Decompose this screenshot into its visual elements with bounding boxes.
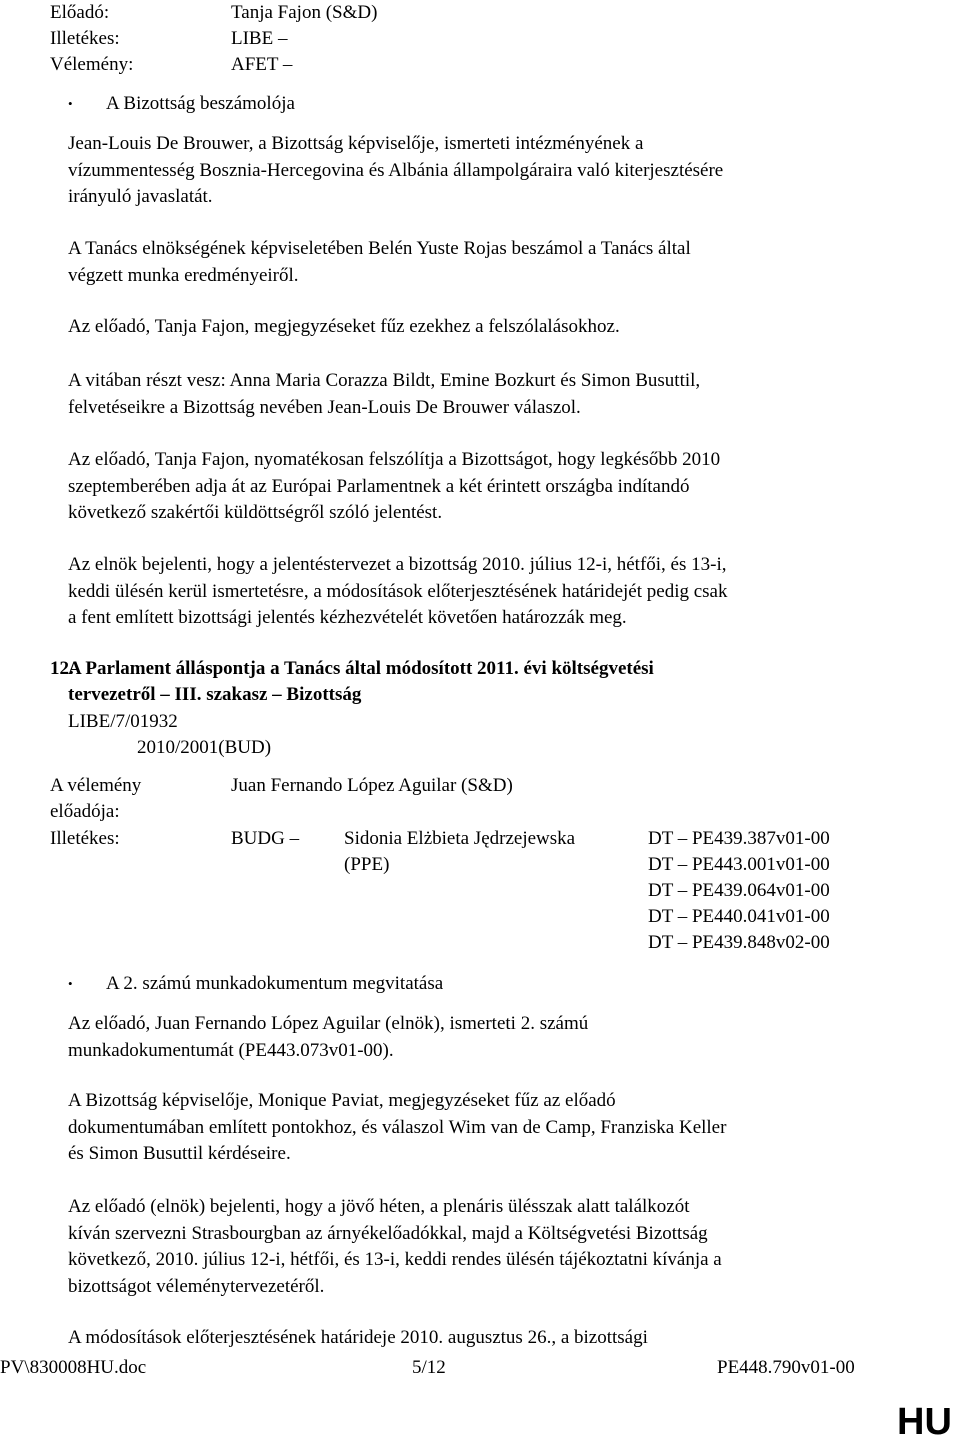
competent-value: LIBE – [231, 28, 288, 49]
footer-page-number: 5/12 [412, 1357, 446, 1378]
item-title-line-2: tervezetről – III. szakasz – Bizottság [68, 684, 362, 705]
section2-paragraph-2 [68, 1088, 888, 1168]
text-line: Az előadó, Juan Fernando López Aguilar (elnök), ismerteti 2. számú [68, 1013, 589, 1034]
section1-paragraph-3 [68, 314, 888, 341]
text-line: dokumentumában említett pontokhoz, és válaszol Wim van de Camp, Franziska Keller [68, 1116, 727, 1138]
text-line: A Bizottság képviselője, Monique Paviat, megjegyzéseket fűz az előadó [68, 1090, 616, 1111]
opinion-rapporteur-label-cont: előadója: [50, 801, 120, 822]
competent-rapporteur: Sidonia Elżbieta Jędrzejewska [344, 828, 576, 849]
opinion-label: Vélemény: [50, 54, 134, 75]
text-line: bizottságot véleménytervezetéről. [68, 1275, 325, 1297]
competent-committee-label: Illetékes: [50, 828, 120, 849]
text-line: irányuló javaslatát. [68, 186, 213, 207]
section2-paragraph-3 [68, 1194, 888, 1300]
footer-document-reference: PE448.790v01-00 [717, 1357, 855, 1378]
procedure-number: 2010/2001(BUD) [137, 737, 272, 758]
section1-paragraph-6 [68, 552, 888, 632]
text-line: A Tanács elnökségének képviseletében Belén Yuste Rojas beszámol a Tanács által [68, 238, 691, 259]
document-reference: DT – PE439.848v02-00 [648, 932, 830, 953]
document-reference: DT – PE439.064v01-00 [648, 880, 830, 901]
document-reference: DT – PE440.041v01-00 [648, 906, 830, 927]
competent-label: Illetékes: [50, 28, 120, 49]
opinion-rapporteur-value: Juan Fernando López Aguilar (S&D) [231, 775, 513, 796]
document-reference: DT – PE443.001v01-00 [648, 854, 830, 875]
section2-paragraph-4 [68, 1325, 888, 1352]
text-line: végzett munka eredményeiről. [68, 264, 299, 286]
section1-paragraph-5 [68, 447, 888, 527]
text-line: munkadokumentumát (PE443.073v01-00). [68, 1039, 394, 1061]
opinion-value: AFET – [231, 54, 293, 75]
bullet-icon: • [68, 976, 73, 991]
text-line: Az előadó, Tanja Fajon, nyomatékosan felszólítja a Bizottságot, hogy legkésőbb 2010 [68, 449, 721, 470]
text-line: Jean-Louis De Brouwer, a Bizottság képviselője, ismerteti intézményének a [68, 133, 644, 154]
rapporteur-value: Tanja Fajon (S&D) [231, 2, 378, 23]
procedure-reference: LIBE/7/01932 [68, 711, 178, 732]
competent-rapporteur-group: (PPE) [344, 854, 390, 875]
text-line: Az előadó (elnök) bejelenti, hogy a jövő héten, a plenáris ülésszak alatt találkozót [68, 1196, 690, 1217]
footer-filename: PV\830008HU.doc [0, 1357, 147, 1378]
text-line: felvetéseikre a Bizottság nevében Jean-Louis De Brouwer válaszol. [68, 396, 581, 418]
bullet-icon: • [68, 96, 73, 111]
section2-paragraph-1 [68, 1011, 888, 1064]
section1-paragraph-2 [68, 236, 888, 289]
section1-paragraph-4 [68, 368, 888, 421]
text-line: Az előadó, Tanja Fajon, megjegyzéseket fűz ezekhez a felszólalásokhoz. [68, 316, 620, 337]
item-title-line-1: A Parlament álláspontja a Tanács által módosított 2011. évi költségvetési [68, 658, 654, 679]
text-line: és Simon Busuttil kérdéseire. [68, 1143, 291, 1164]
text-line: A módosítások előterjesztésének határideje 2010. augusztus 26., a bizottsági [68, 1327, 648, 1348]
text-line: A vitában részt vesz: Anna Maria Corazza Bildt, Emine Bozkurt és Simon Busuttil, [68, 370, 701, 391]
text-line: vízummentesség Bosznia-Hercegovina és Albánia állampolgáraira való kiterjesztésére [68, 159, 724, 181]
text-line: a fent említett bizottsági jelentés kézhezvételét követően határozzák meg. [68, 607, 627, 628]
item-number: 12. [50, 658, 74, 679]
rapporteur-label: Előadó: [50, 2, 110, 23]
opinion-rapporteur-label: A vélemény [50, 775, 142, 796]
text-line: következő, 2010. július 12-i, hétfői, és 13-i, keddi rendes ülésén tájékoztatni kívánja a [68, 1249, 722, 1270]
section1-paragraph-1 [68, 131, 888, 211]
competent-committee: BUDG – [231, 828, 300, 849]
language-code: HU [897, 1401, 952, 1443]
text-line: következő szakértői küldöttségről szóló jelentést. [68, 502, 443, 523]
text-line: Az elnök bejelenti, hogy a jelentéstervezet a bizottság 2010. július 12-i, hétfői, és 13-i, [68, 554, 727, 575]
section1-bullet-title: A Bizottság beszámolója [106, 93, 295, 114]
section2-bullet-title: A 2. számú munkadokumentum megvitatása [106, 973, 444, 994]
text-line: szeptemberében adja át az Európai Parlamentnek a két érintett országba indítandó [68, 475, 690, 497]
text-line: kíván szervezni Strasbourgban az árnyékelőadókkal, majd a Költségvetési Bizottság [68, 1222, 708, 1244]
text-line: keddi ülésén kerül ismertetésre, a módosítások előterjesztésének határidejét pedig csak [68, 580, 728, 602]
document-reference: DT – PE439.387v01-00 [648, 828, 830, 849]
